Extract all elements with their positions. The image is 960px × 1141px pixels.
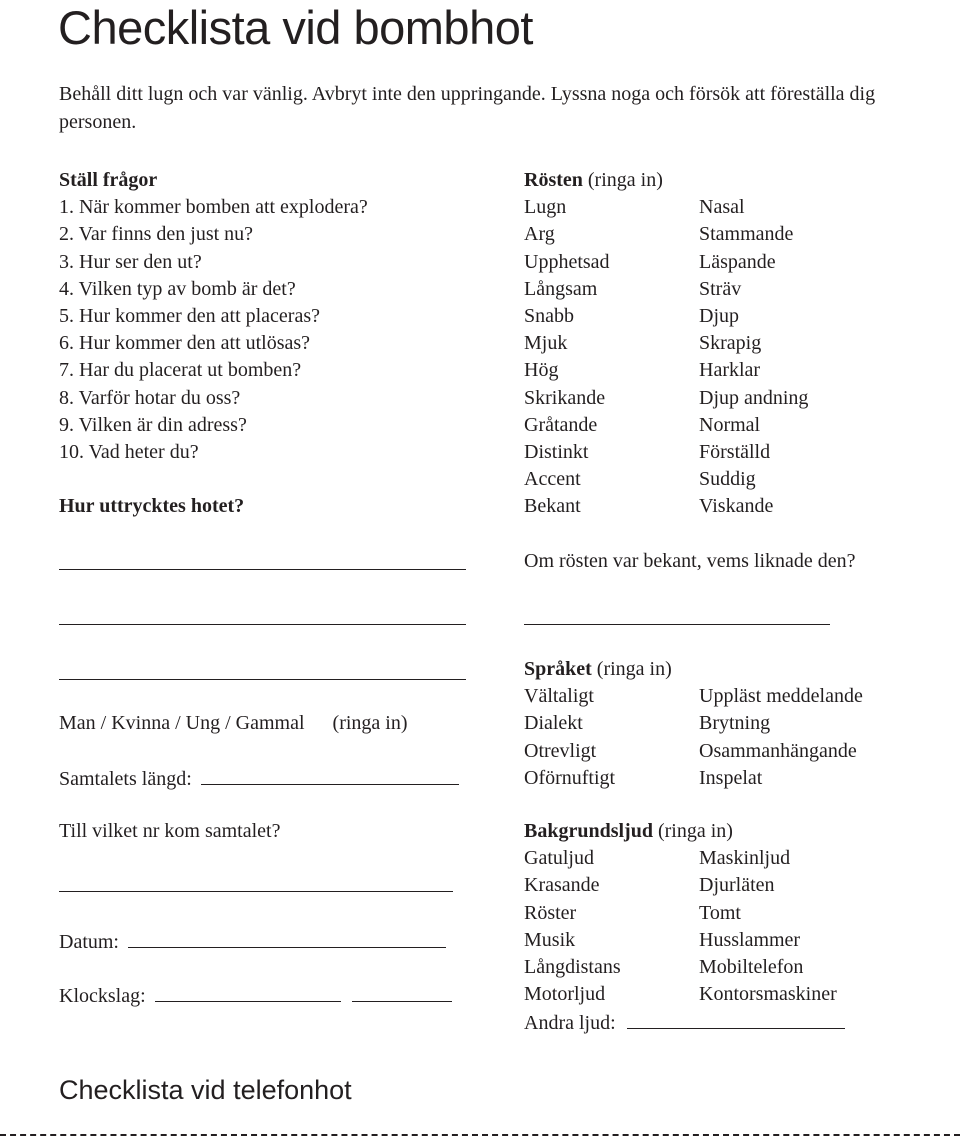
background-option[interactable]: Kontorsmaskiner [699,983,837,1006]
language-option[interactable]: Uppläst meddelande [699,685,863,708]
background-option[interactable]: Musik [524,928,576,951]
voice-option[interactable]: Lugn [524,196,567,219]
other-sounds-field[interactable] [627,1008,845,1029]
voice-option[interactable]: Bekant [524,495,581,518]
date-label: Datum: [59,931,119,953]
background-option[interactable]: Husslammer [699,928,801,951]
date-field[interactable] [128,927,446,948]
time-field-minutes[interactable] [352,981,452,1002]
background-heading: Bakgrundsljud [524,820,653,842]
threat-answer-line-2[interactable] [59,624,466,625]
call-number-label: Till vilket nr kom samtalet? [59,820,281,842]
page-title: Checklista vid bombhot [58,1,533,54]
background-note: (ringa in) [657,820,733,842]
question-item: 5. Hur kommer den att placeras? [59,304,321,327]
voice-option[interactable]: Förställd [699,440,771,463]
spacer [524,520,944,547]
voice-option[interactable]: Normal [699,413,761,436]
voice-option[interactable]: Snabb [524,304,574,327]
question-item: 7. Har du placerat ut bomben? [59,359,302,382]
background-option[interactable]: Motorljud [524,983,606,1006]
voice-option[interactable]: Skrapig [699,332,762,355]
language-option[interactable]: Osammanhängande [699,739,857,762]
footer-title: Checklista vid telefonhot [59,1075,352,1105]
familiar-voice-field[interactable] [524,624,830,625]
language-heading: Språket [524,658,592,680]
voice-option[interactable]: Suddig [699,468,756,491]
question-item: 9. Vilken är din adress? [59,413,247,436]
background-section [524,818,944,1036]
caller-options[interactable]: Man / Kvinna / Ung / Gammal [59,712,305,734]
question-item: 8. Varför hotar du oss? [59,386,241,409]
voice-option[interactable]: Mjuk [524,332,568,355]
voice-note: (ringa in) [587,169,663,191]
background-option[interactable]: Djurläten [699,874,775,897]
call-length-field[interactable] [201,764,459,785]
voice-option[interactable]: Djup andning [699,386,809,409]
background-option[interactable]: Röster [524,901,577,924]
voice-option[interactable]: Långsam [524,277,598,300]
voice-option[interactable]: Djup [699,304,739,327]
voice-heading: Rösten [524,169,583,191]
voice-option[interactable]: Skrikande [524,386,606,409]
question-item: 4. Vilken typ av bomb är det? [59,277,296,300]
background-option[interactable]: Mobiltelefon [699,955,804,978]
voice-option[interactable]: Distinkt [524,440,589,463]
language-option[interactable]: Brytning [699,712,771,735]
background-option[interactable]: Långdistans [524,955,621,978]
time-field-hours[interactable] [155,981,341,1002]
background-option[interactable]: Gatuljud [524,847,594,870]
other-sounds-label: Andra ljud: [524,1012,616,1035]
language-note: (ringa in) [596,658,672,680]
caller-row [59,710,479,737]
question-item: 6. Hur kommer den att utlösas? [59,332,311,355]
background-option[interactable]: Tomt [699,901,741,924]
threat-heading: Hur uttrycktes hotet? [59,495,245,518]
call-number-field[interactable] [59,891,453,892]
language-option[interactable]: Dialekt [524,712,583,735]
voice-option[interactable]: Accent [524,468,581,491]
voice-option[interactable]: Nasal [699,196,745,219]
question-item: 2. Var finns den just nu? [59,223,254,246]
call-length-label: Samtalets längd: [59,768,192,790]
language-option[interactable]: Otrevligt [524,739,597,762]
language-option[interactable]: Inspelat [699,766,763,789]
spacer [59,466,479,493]
caller-circle-note: (ringa in) [332,712,408,734]
background-option[interactable]: Krasande [524,874,600,897]
language-option[interactable]: Vältaligt [524,685,594,708]
voice-option[interactable]: Stammande [699,223,794,246]
intro-text: Behåll ditt lugn och var vänlig. Avbryt inte den uppringande. Lyssna noga och försök att föreställa dig personen. [59,83,876,133]
question-item: 3. Hur ser den ut? [59,250,202,273]
voice-option[interactable]: Harklar [699,359,761,382]
familiar-voice-question: Om rösten var bekant, vems liknade den? [524,549,856,572]
threat-answer-line-3[interactable] [59,679,466,680]
language-option[interactable]: Oförnuftigt [524,766,616,789]
voice-option[interactable]: Läspande [699,250,776,273]
questions-heading: Ställ frågor [59,169,158,191]
voice-option[interactable]: Arg [524,223,555,246]
voice-option[interactable]: Viskande [699,495,774,518]
background-option[interactable]: Maskinljud [699,847,791,870]
time-row [59,981,479,1008]
call-length-row [59,764,479,791]
voice-option[interactable]: Upphetsad [524,250,610,273]
language-section [524,656,944,792]
question-item: 10. Vad heter du? [59,440,199,463]
date-row [59,927,479,954]
cut-line [0,1134,960,1136]
threat-answer-line-1[interactable] [59,569,466,570]
questions-section [59,167,479,520]
voice-option[interactable]: Sträv [699,277,742,300]
call-number-row [59,818,479,845]
voice-option[interactable]: Gråtande [524,413,598,436]
voice-section [524,167,944,575]
question-item: 1. När kommer bomben att explodera? [59,196,368,219]
voice-option[interactable]: Hög [524,359,559,382]
time-label: Klockslag: [59,985,146,1007]
